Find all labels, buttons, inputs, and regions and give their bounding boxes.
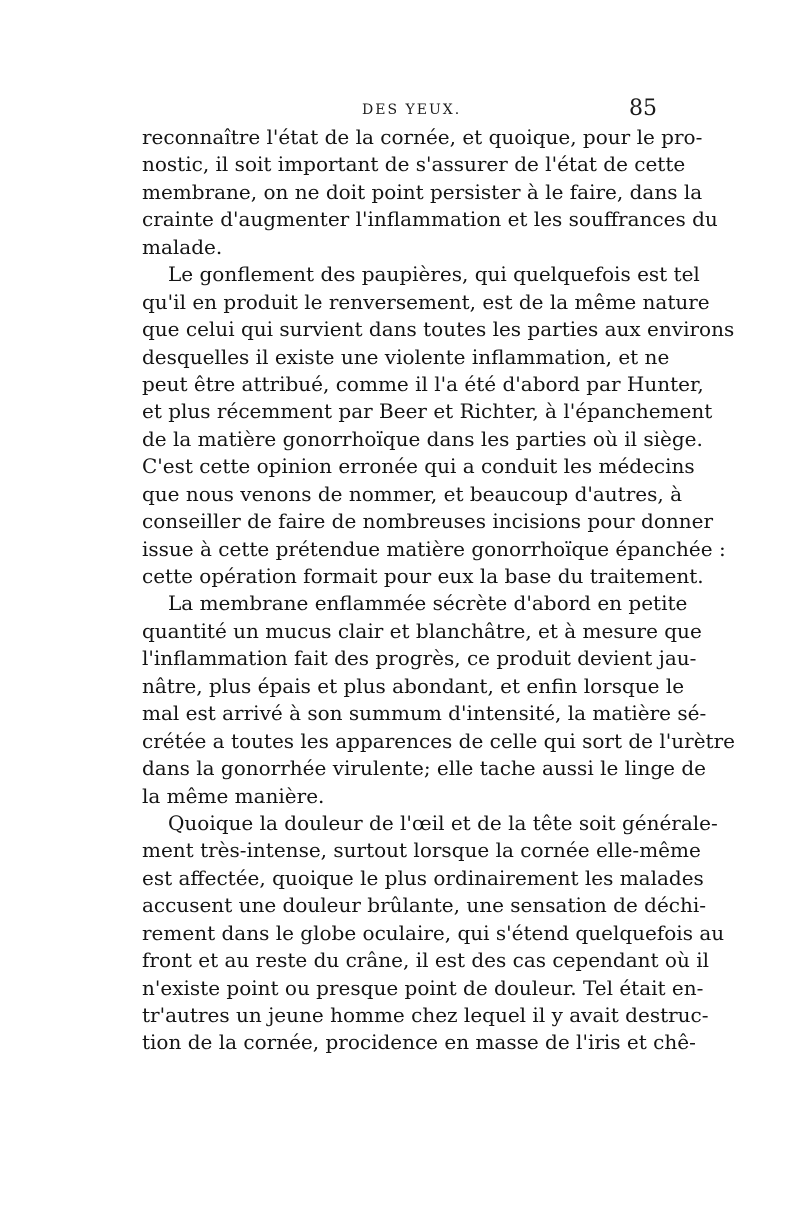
text-line: dans la gonorrhée virulente; elle tache aussi le linge de [142,756,706,781]
text-line: quantité un mucus clair et blanchâtre, et à mesure que [142,618,702,643]
text-line: mal est arrivé à son summum d'intensité, la matière sé- [142,701,707,726]
text-line: n'existe point ou presque point de douleur. Tel était en- [142,975,704,1000]
paragraph [142,124,718,261]
text-line: tion de la cornée, procidence en masse de l'iris et chê- [142,1030,696,1055]
body-text [142,124,735,1057]
text-line: Le gonflement des paupières, qui quelquefois est tel [168,262,700,287]
text-line: C'est cette opinion erronée qui a conduit les médecins [142,454,695,479]
text-line: crainte d'augmenter l'inflammation et les souffrances du [142,207,718,232]
paragraph [142,810,725,1057]
text-line: conseiller de faire de nombreuses incisions pour donner [142,509,714,534]
text-line: issue à cette prétendue matière gonorrhoïque épanchée : [142,536,726,561]
text-line: la même manière. [142,783,325,808]
text-line: Quoique la douleur de l'œil et de la tête soit générale- [168,810,718,835]
paragraph [142,590,735,810]
page-header [142,96,657,126]
text-line: accusent une douleur brûlante, une sensation de déchi- [142,893,707,918]
text-line: que celui qui survient dans toutes les parties aux environs [142,317,735,342]
text-line: que nous venons de nommer, et beaucoup d'autres, à [142,481,683,506]
page-number: 85 [629,96,657,121]
text-line: rement dans le globe oculaire, qui s'étend quelquefois au [142,920,725,945]
text-line: de la matière gonorrhoïque dans les parties où il siège. [142,426,703,451]
text-line: est affectée, quoique le plus ordinairement les malades [142,865,704,890]
text-line: ment très-intense, surtout lorsque la cornée elle-même [142,838,701,863]
text-line: front et au reste du crâne, il est des cas cependant où il [142,948,710,973]
text-line: peut être attribué, comme il l'a été d'abord par Hunter, [142,371,704,396]
text-line: La membrane enflammée sécrète d'abord en petite [168,591,688,616]
text-line: membrane, on ne doit point persister à le faire, dans la [142,179,703,204]
text-line: qu'il en produit le renversement, est de la même nature [142,289,710,314]
text-line: nostic, il soit important de s'assurer de l'état de cette [142,152,686,177]
text-line: et plus récemment par Beer et Richter, à l'épanchement [142,399,713,424]
text-line: l'inflammation fait des progrès, ce produit devient jau- [142,646,697,671]
text-line: tr'autres un jeune homme chez lequel il y avait destruc- [142,1003,709,1027]
text-line: cette opération formait pour eux la base du traitement. [142,564,704,588]
text-line: reconnaître l'état de la cornée, et quoique, pour le pro- [142,125,703,149]
running-head: DES YEUX. [362,102,462,118]
paragraph [142,261,735,590]
text-line: desquelles il existe une violente inflammation, et ne [142,344,670,369]
text-line: nâtre, plus épais et plus abondant, et enfin lorsque le [142,673,685,698]
text-line: crétée a toutes les apparences de celle qui sort de l'urètre [142,728,735,753]
text-line: malade. [142,234,223,259]
